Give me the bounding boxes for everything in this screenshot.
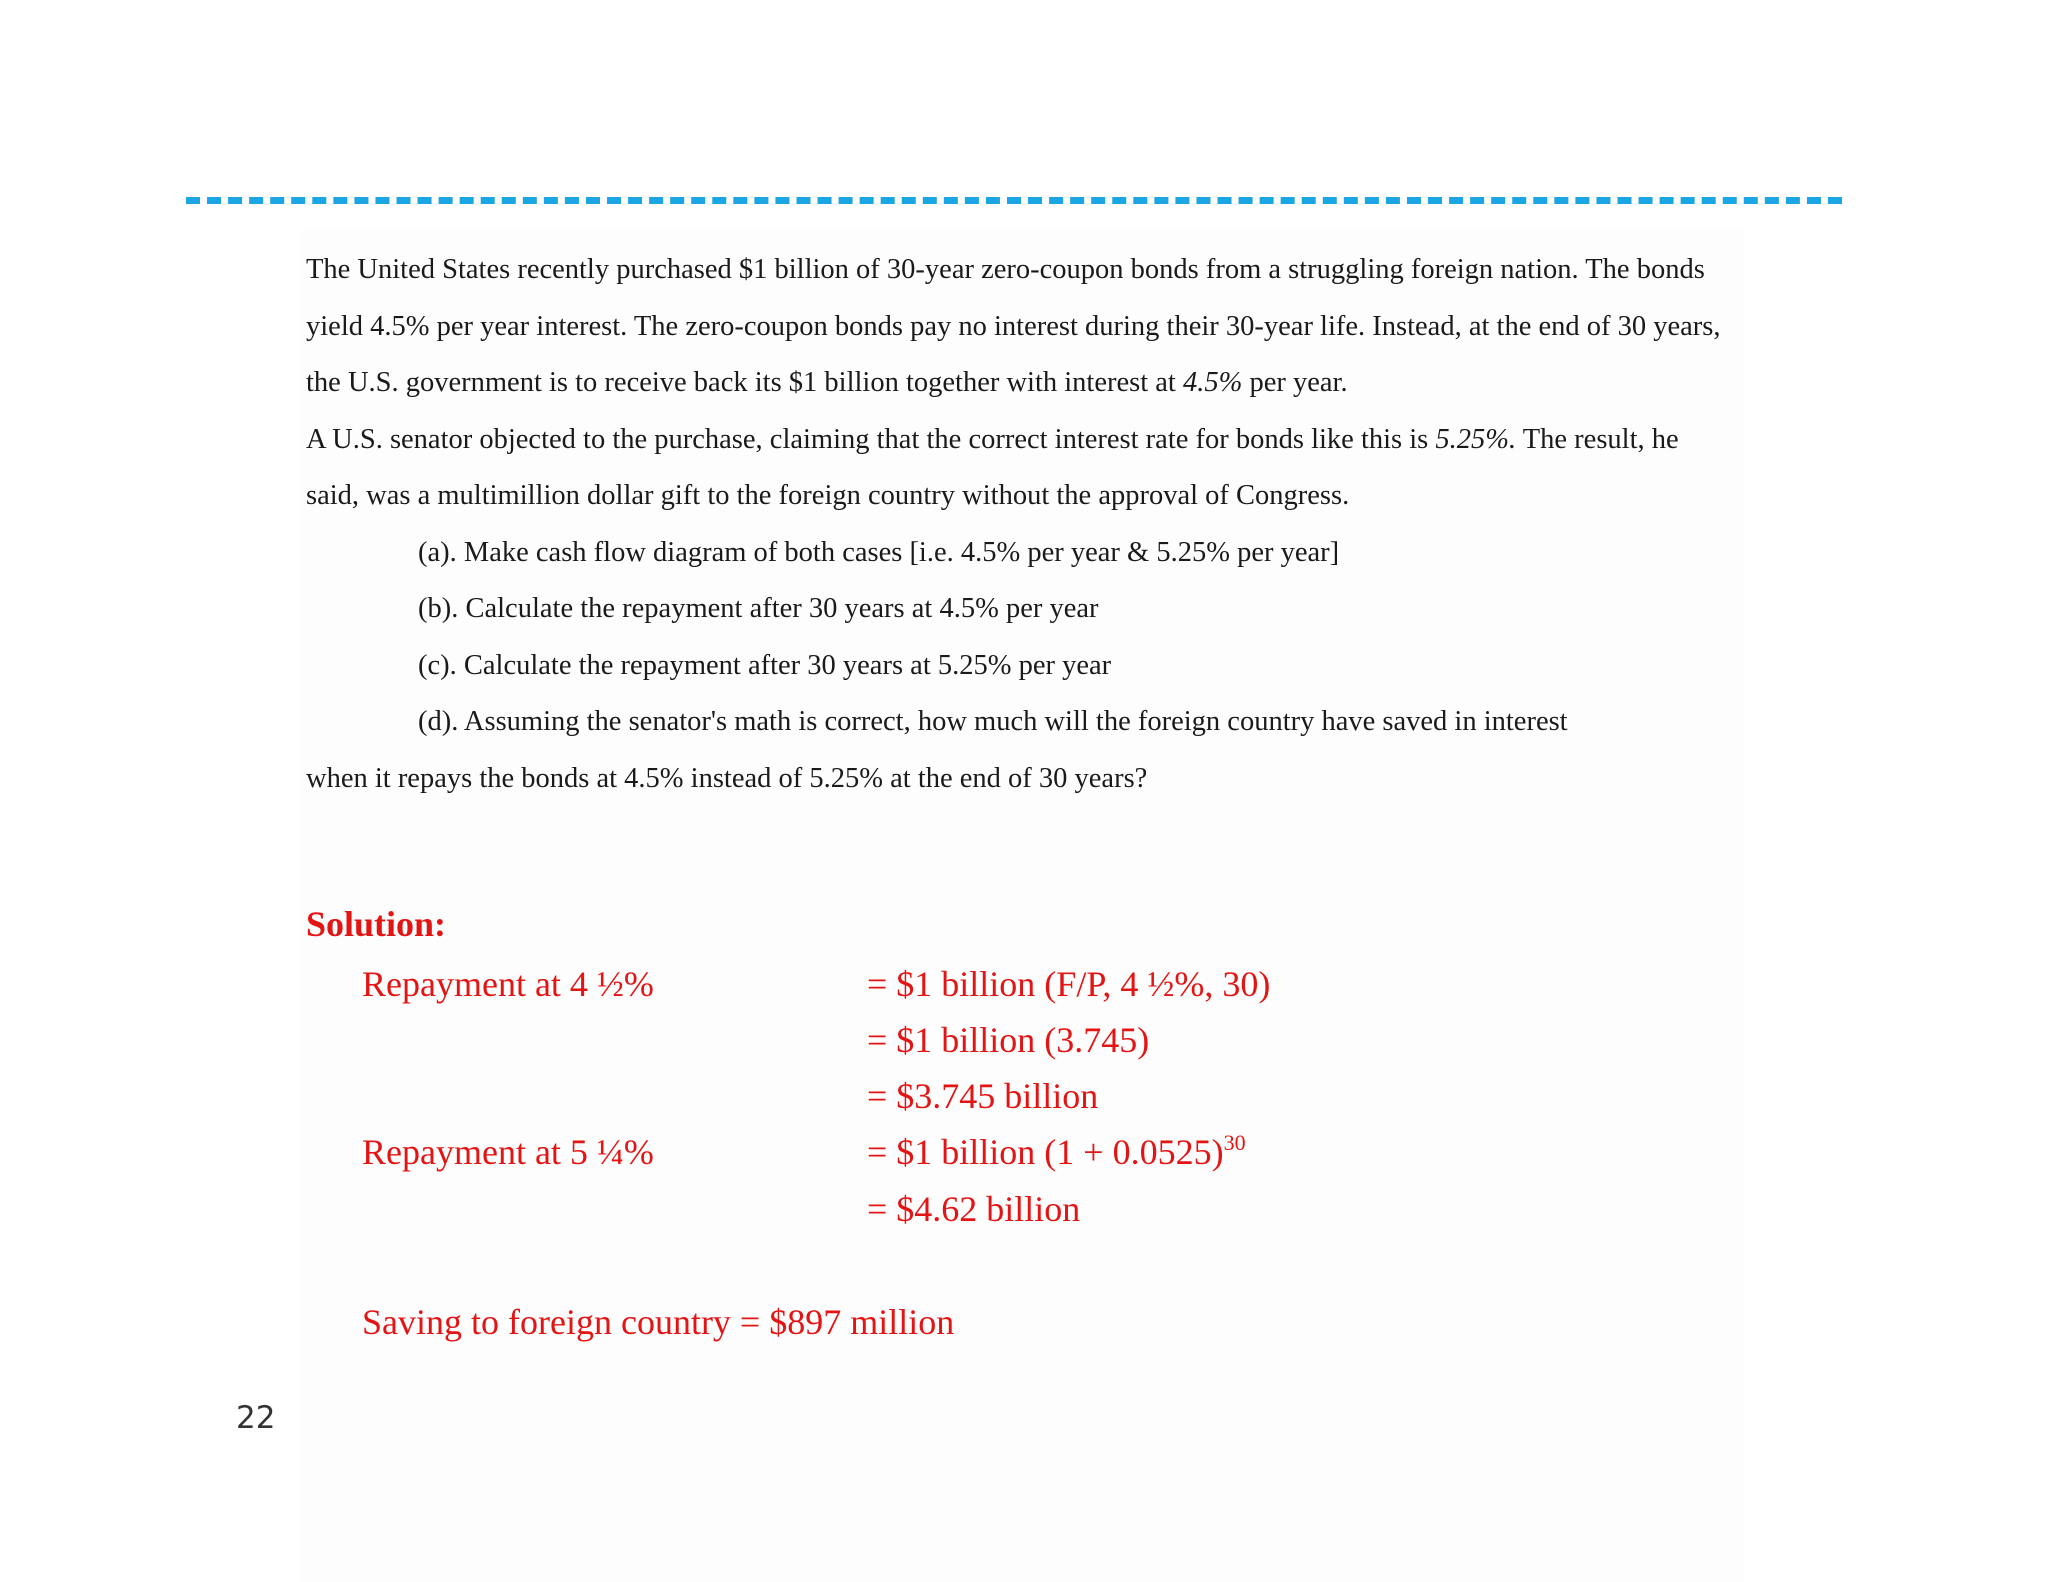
page-number: 22 (236, 1400, 276, 1436)
problem-paragraph-2 (306, 412, 1726, 525)
problem-paragraph-1-text: The United States recently purchased $1 billion of 30-year zero-coupon bonds from a struggling foreign nation. The bonds yield 4.5% per year interest. The zero-coupon bonds pay no interest during their 30-year life. Instead, at the end of 30 years, the U.S. government is to receive back its $1 billion together with interest at (306, 254, 1721, 398)
saving-summary: Saving to foreign country = $897 million (362, 1302, 955, 1342)
repayment-5-25-exponent: 30 (1223, 1130, 1246, 1155)
question-d: (d). Assuming the senator's math is correct, how much will the foreign country have saved in interest (418, 706, 1568, 737)
dashed-divider (186, 197, 1842, 204)
problem-paragraph-2-text: A U.S. senator objected to the purchase, claiming that the correct interest rate for bonds like this is (306, 423, 1436, 455)
question-d-continuation: when it repays the bonds at 4.5% instead of 5.25% at the end of 30 years? (306, 762, 1148, 794)
repayment-5-25-label: Repayment at 5 ¼% (362, 1132, 654, 1172)
question-a: (a). Make cash flow diagram of both cases [i.e. 4.5% per year & 5.25% per year] (418, 536, 1340, 568)
problem-statement (306, 242, 1726, 807)
repayment-4-5-factor: = $1 billion (3.745) (867, 1020, 1150, 1060)
problem-rate-4-5: 4.5% (1182, 367, 1243, 398)
repayment-5-25-formula (867, 1130, 1246, 1174)
problem-paragraph-1-tail: per year. (1242, 367, 1348, 398)
question-c: (c). Calculate the repayment after 30 years at 5.25% per year (418, 649, 1112, 681)
repayment-4-5-label: Repayment at 4 ½% (362, 964, 654, 1004)
repayment-4-5-result: = $3.745 billion (867, 1076, 1099, 1116)
repayment-4-5-formula: = $1 billion (F/P, 4 ½%, 30) (867, 964, 1271, 1004)
repayment-5-25-result: = $4.62 billion (867, 1189, 1081, 1229)
problem-rate-5-25: 5.25%. (1435, 423, 1517, 455)
question-b: (b). Calculate the repayment after 30 years at 4.5% per year (418, 593, 1099, 624)
solution-heading: Solution: (306, 904, 447, 944)
problem-paragraph-2-tail: The result, he said, was a multimillion dollar gift to the foreign country without the approval of Congress. (306, 423, 1679, 511)
problem-paragraph-1 (306, 242, 1726, 412)
repayment-5-25-formula-base: = $1 billion (1 + 0.0525) (867, 1132, 1224, 1172)
